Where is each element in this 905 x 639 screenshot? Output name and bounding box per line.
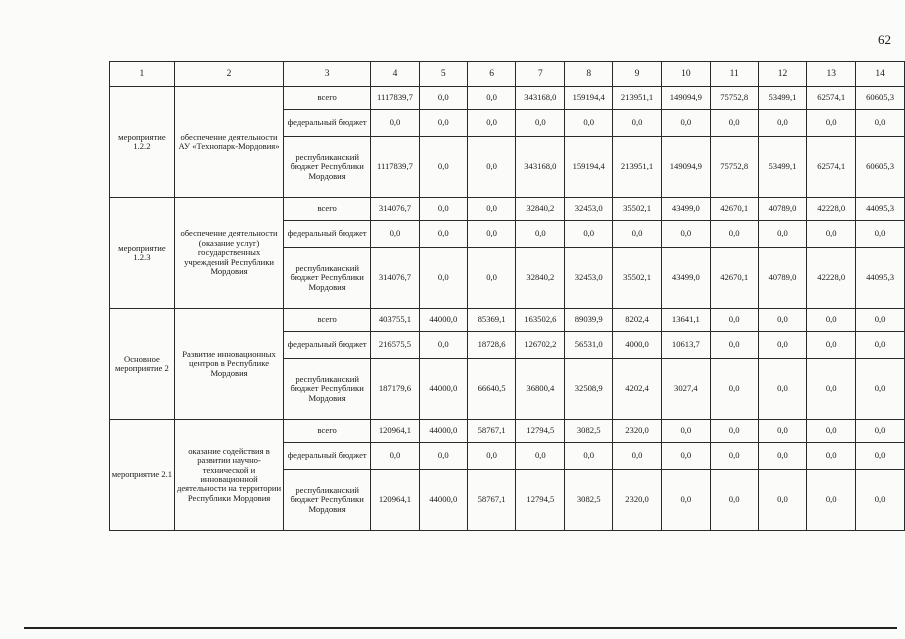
value-cell: 343168,0 (516, 87, 565, 110)
value-cell: 66640,5 (467, 359, 516, 420)
value-cell: 2320,0 (613, 470, 662, 531)
value-cell: 0,0 (807, 420, 856, 443)
value-cell: 0,0 (516, 110, 565, 137)
value-cell: 0,0 (710, 470, 758, 531)
value-cell: 149094,9 (661, 87, 710, 110)
value-cell: 1117839,7 (371, 137, 420, 198)
value-cell: 36800,4 (516, 359, 565, 420)
value-cell: 0,0 (710, 309, 758, 332)
value-cell: 0,0 (710, 332, 758, 359)
value-cell: 0,0 (856, 309, 905, 332)
value-cell: 32508,9 (565, 359, 613, 420)
budget-table (109, 61, 905, 531)
value-cell: 89039,9 (565, 309, 613, 332)
value-cell: 0,0 (758, 110, 807, 137)
value-cell: 0,0 (419, 221, 467, 248)
value-cell: 0,0 (565, 221, 613, 248)
value-cell: 58767,1 (467, 470, 516, 531)
header-cell: 9 (613, 62, 662, 87)
value-cell: 42228,0 (807, 248, 856, 309)
funding-source: республиканский бюджет Республики Мордовия (284, 470, 371, 531)
header-cell: 14 (856, 62, 905, 87)
value-cell: 0,0 (710, 420, 758, 443)
measure-name: Развитие инновационных центров в Республике Мордовия (174, 309, 283, 420)
value-cell: 3082,5 (565, 420, 613, 443)
value-cell: 10613,7 (661, 332, 710, 359)
value-cell: 163502,6 (516, 309, 565, 332)
value-cell: 0,0 (710, 110, 758, 137)
funding-source: федеральный бюджет (284, 110, 371, 137)
value-cell: 44000,0 (419, 420, 467, 443)
value-cell: 120964,1 (371, 420, 420, 443)
funding-source: республиканский бюджет Республики Мордовия (284, 359, 371, 420)
value-cell: 0,0 (371, 221, 420, 248)
value-cell: 159194,4 (565, 87, 613, 110)
value-cell: 3027,4 (661, 359, 710, 420)
value-cell: 44095,3 (856, 248, 905, 309)
value-cell: 0,0 (613, 110, 662, 137)
value-cell: 62574,1 (807, 137, 856, 198)
value-cell: 0,0 (467, 248, 516, 309)
value-cell: 58767,1 (467, 420, 516, 443)
value-cell: 0,0 (758, 309, 807, 332)
value-cell: 62574,1 (807, 87, 856, 110)
value-cell: 0,0 (661, 470, 710, 531)
value-cell: 159194,4 (565, 137, 613, 198)
page-number: 62 (878, 32, 891, 47)
value-cell: 0,0 (807, 470, 856, 531)
funding-source: федеральный бюджет (284, 332, 371, 359)
header-cell: 10 (661, 62, 710, 87)
value-cell: 149094,9 (661, 137, 710, 198)
value-cell: 216575,5 (371, 332, 420, 359)
value-cell: 0,0 (467, 221, 516, 248)
value-cell: 75752,8 (710, 87, 758, 110)
table-row (110, 420, 905, 443)
value-cell: 44000,0 (419, 359, 467, 420)
value-cell: 35502,1 (613, 248, 662, 309)
value-cell: 4000,0 (613, 332, 662, 359)
value-cell: 60605,3 (856, 137, 905, 198)
value-cell: 0,0 (371, 443, 420, 470)
value-cell: 2320,0 (613, 420, 662, 443)
value-cell: 126702,2 (516, 332, 565, 359)
value-cell: 0,0 (565, 443, 613, 470)
funding-source: всего (284, 420, 371, 443)
value-cell: 4202,4 (613, 359, 662, 420)
value-cell: 0,0 (856, 470, 905, 531)
value-cell: 0,0 (856, 221, 905, 248)
header-cell: 6 (467, 62, 516, 87)
value-cell: 56531,0 (565, 332, 613, 359)
value-cell: 0,0 (467, 443, 516, 470)
value-cell: 0,0 (758, 359, 807, 420)
value-cell: 42670,1 (710, 198, 758, 221)
value-cell: 213951,1 (613, 87, 662, 110)
value-cell: 0,0 (661, 443, 710, 470)
value-cell: 0,0 (758, 470, 807, 531)
value-cell: 0,0 (807, 309, 856, 332)
value-cell: 0,0 (419, 248, 467, 309)
value-cell: 0,0 (807, 110, 856, 137)
value-cell: 0,0 (856, 443, 905, 470)
value-cell: 0,0 (856, 420, 905, 443)
value-cell: 0,0 (661, 221, 710, 248)
value-cell: 0,0 (419, 332, 467, 359)
value-cell: 0,0 (710, 221, 758, 248)
value-cell: 0,0 (419, 110, 467, 137)
value-cell: 13641,1 (661, 309, 710, 332)
value-cell: 0,0 (856, 332, 905, 359)
value-cell: 43499,0 (661, 248, 710, 309)
measure-code: мероприятие 1.2.2 (110, 87, 175, 198)
header-row (110, 62, 905, 87)
value-cell: 0,0 (419, 87, 467, 110)
value-cell: 0,0 (467, 137, 516, 198)
value-cell: 42670,1 (710, 248, 758, 309)
value-cell: 32453,0 (565, 248, 613, 309)
value-cell: 32840,2 (516, 248, 565, 309)
value-cell: 85369,1 (467, 309, 516, 332)
value-cell: 40789,0 (758, 198, 807, 221)
funding-source: всего (284, 87, 371, 110)
value-cell: 32453,0 (565, 198, 613, 221)
value-cell: 0,0 (467, 110, 516, 137)
value-cell: 44000,0 (419, 470, 467, 531)
value-cell: 44095,3 (856, 198, 905, 221)
value-cell: 0,0 (710, 359, 758, 420)
value-cell: 0,0 (565, 110, 613, 137)
funding-source: всего (284, 198, 371, 221)
header-cell: 12 (758, 62, 807, 87)
value-cell: 0,0 (758, 332, 807, 359)
value-cell: 314076,7 (371, 248, 420, 309)
value-cell: 42228,0 (807, 198, 856, 221)
value-cell: 53499,1 (758, 87, 807, 110)
value-cell: 0,0 (613, 443, 662, 470)
header-cell: 11 (710, 62, 758, 87)
header-cell: 8 (565, 62, 613, 87)
value-cell: 0,0 (856, 110, 905, 137)
value-cell: 0,0 (758, 420, 807, 443)
value-cell: 0,0 (710, 443, 758, 470)
value-cell: 343168,0 (516, 137, 565, 198)
value-cell: 40789,0 (758, 248, 807, 309)
header-cell: 3 (284, 62, 371, 87)
value-cell: 0,0 (516, 443, 565, 470)
value-cell: 53499,1 (758, 137, 807, 198)
measure-code: мероприятие 2.1 (110, 420, 175, 531)
value-cell: 35502,1 (613, 198, 662, 221)
value-cell: 314076,7 (371, 198, 420, 221)
value-cell: 403755,1 (371, 309, 420, 332)
value-cell: 1117839,7 (371, 87, 420, 110)
header-cell: 1 (110, 62, 175, 87)
funding-source: республиканский бюджет Республики Мордовия (284, 248, 371, 309)
value-cell: 0,0 (807, 359, 856, 420)
value-cell: 3082,5 (565, 470, 613, 531)
value-cell: 0,0 (419, 137, 467, 198)
header-cell: 7 (516, 62, 565, 87)
header-cell: 5 (419, 62, 467, 87)
value-cell: 60605,3 (856, 87, 905, 110)
funding-source: федеральный бюджет (284, 443, 371, 470)
value-cell: 12794,5 (516, 470, 565, 531)
measure-code: Основное мероприятие 2 (110, 309, 175, 420)
value-cell: 120964,1 (371, 470, 420, 531)
value-cell: 187179,6 (371, 359, 420, 420)
value-cell: 0,0 (661, 110, 710, 137)
table-row (110, 87, 905, 110)
value-cell: 0,0 (371, 110, 420, 137)
value-cell: 0,0 (516, 221, 565, 248)
value-cell: 32840,2 (516, 198, 565, 221)
table-row (110, 309, 905, 332)
table-row (110, 198, 905, 221)
value-cell: 18728,6 (467, 332, 516, 359)
value-cell: 0,0 (467, 198, 516, 221)
measure-name: обеспечение деятельности (оказание услуг) государственных учреждений Республики Мордовия (174, 198, 283, 309)
funding-source: федеральный бюджет (284, 221, 371, 248)
value-cell: 0,0 (419, 198, 467, 221)
value-cell: 0,0 (661, 420, 710, 443)
measure-name: обеспечение деятельности АУ «Технопарк-Мордовия» (174, 87, 283, 198)
value-cell: 0,0 (807, 443, 856, 470)
measure-code: мероприятие 1.2.3 (110, 198, 175, 309)
value-cell: 12794,5 (516, 420, 565, 443)
header-cell: 13 (807, 62, 856, 87)
header-cell: 2 (174, 62, 283, 87)
value-cell: 0,0 (419, 443, 467, 470)
value-cell: 0,0 (807, 332, 856, 359)
value-cell: 75752,8 (710, 137, 758, 198)
measure-name: оказание содействия в развитии научно-технической и инновационной деятельности на территории Республики Мордовия (174, 420, 283, 531)
value-cell: 0,0 (807, 221, 856, 248)
funding-source: всего (284, 309, 371, 332)
value-cell: 0,0 (758, 221, 807, 248)
value-cell: 213951,1 (613, 137, 662, 198)
header-cell: 4 (371, 62, 420, 87)
value-cell: 0,0 (758, 443, 807, 470)
value-cell: 44000,0 (419, 309, 467, 332)
value-cell: 43499,0 (661, 198, 710, 221)
bottom-rule (24, 627, 897, 629)
value-cell: 8202,4 (613, 309, 662, 332)
funding-source: республиканский бюджет Республики Мордовия (284, 137, 371, 198)
value-cell: 0,0 (467, 87, 516, 110)
value-cell: 0,0 (856, 359, 905, 420)
value-cell: 0,0 (613, 221, 662, 248)
